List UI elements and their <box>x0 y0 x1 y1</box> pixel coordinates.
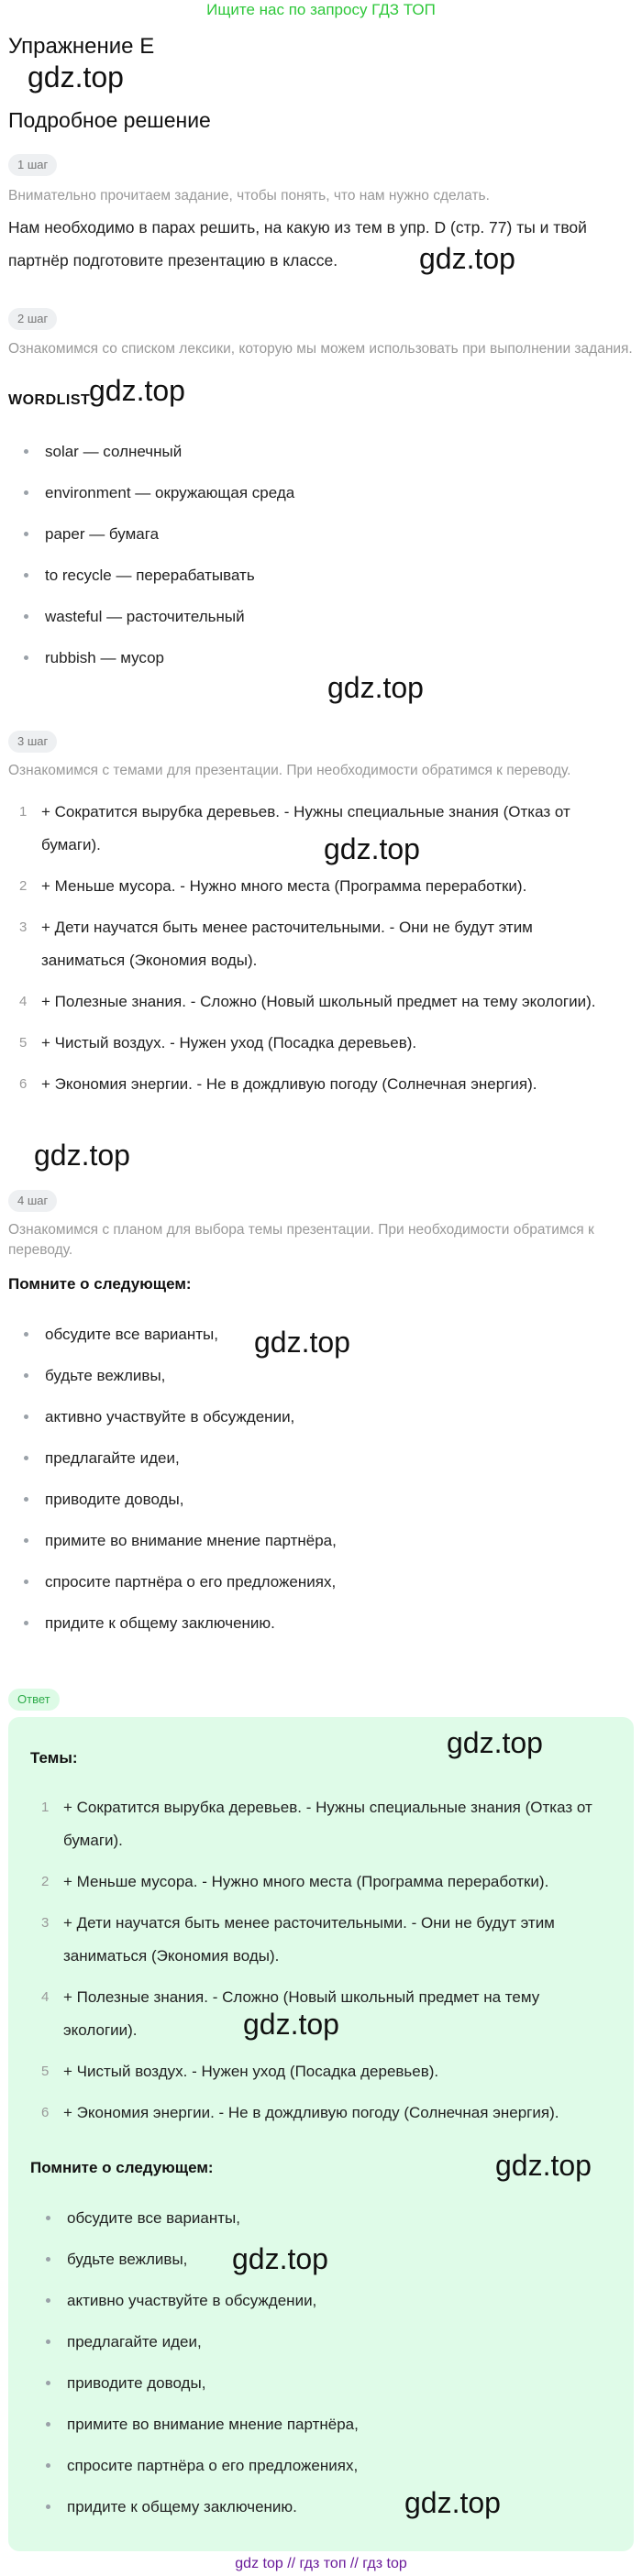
list-item <box>30 2280 617 2321</box>
remember-item: спросите партнёра о его предложениях, <box>45 1573 337 1591</box>
bullet-icon <box>46 2463 50 2468</box>
watermark: gdz.top <box>89 374 185 407</box>
bullet-icon <box>46 2339 50 2344</box>
solution-heading: Подробное решение <box>8 108 211 132</box>
list-item <box>8 555 634 596</box>
watermark: gdz.top <box>419 242 515 275</box>
bullet-icon <box>46 2422 50 2427</box>
watermark: gdz.top <box>34 1139 130 1172</box>
wordlist-item: paper — бумага <box>45 525 160 543</box>
topic-text: + Сократится вырубка деревьев. - Нужны специальные знания (Отказ от бумаги). <box>41 803 570 853</box>
remember-item: предлагайте идеи, <box>45 1449 180 1467</box>
wordlist-item: solar — солнечный <box>45 443 183 460</box>
list-item <box>8 796 614 862</box>
remember-item: примите во внимание мнение партнёра, <box>67 2416 359 2433</box>
list-item <box>30 2486 617 2527</box>
item-number: 4 <box>19 994 28 1009</box>
remember-item: обсудите все варианты, <box>45 1326 218 1343</box>
bullet-icon <box>24 490 28 495</box>
list-item <box>30 1791 617 1857</box>
bullet-icon <box>24 614 28 619</box>
step-2-hint: Ознакомимся со списком лексики, которую мы можем использовать при выполнении задания. <box>8 341 633 357</box>
topic-text: + Чистый воздух. - Нужен уход (Посадка деревьев). <box>63 2063 439 2080</box>
list-item <box>30 2321 617 2362</box>
item-number: 1 <box>19 804 28 820</box>
step-3-hint: Ознакомимся с темами для презентации. При необходимости обратимся к переводу. <box>8 763 571 778</box>
list-item <box>8 472 634 513</box>
topic-text: + Экономия энергии. - Не в дождливую погоду (Солнечная энергия). <box>63 2104 559 2121</box>
remember-item: примите во внимание мнение партнёра, <box>45 1532 337 1549</box>
item-number: 4 <box>41 1989 50 2005</box>
topic-text: + Полезные знания. - Сложно (Новый школьный предмет на тему экологии). <box>63 1988 540 2039</box>
item-number: 5 <box>19 1035 28 1051</box>
topic-text: + Чистый воздух. - Нужен уход (Посадка деревьев). <box>41 1034 417 1051</box>
exercise-title: Упражнение E <box>8 34 155 59</box>
watermark: gdz.top <box>243 2008 339 2041</box>
remember-item: будьте вежливы, <box>67 2251 188 2268</box>
remember-item: активно участвуйте в обсуждении, <box>45 1408 295 1426</box>
step-1-badge: 1 шаг <box>8 154 57 176</box>
item-number: 6 <box>41 2105 50 2120</box>
list-item <box>8 1561 634 1602</box>
item-number: 2 <box>41 1874 50 1889</box>
bullet-icon <box>24 1456 28 1460</box>
list-item <box>8 1355 634 1396</box>
remember-item: приводите доводы, <box>67 2374 206 2392</box>
topic-text: + Полезные знания. - Сложно (Новый школьный предмет на тему экологии). <box>41 993 596 1010</box>
watermark: gdz.top <box>254 1326 350 1359</box>
list-item <box>30 1907 617 1973</box>
list-item <box>30 2097 617 2130</box>
watermark: gdz.top <box>327 671 424 704</box>
bullet-icon <box>24 1415 28 1419</box>
list-item <box>8 637 634 678</box>
item-number: 5 <box>41 2064 50 2079</box>
bullet-icon <box>24 1538 28 1543</box>
topics-label: Темы: <box>30 1749 78 1767</box>
list-item <box>30 2055 617 2088</box>
topic-text: + Сократится вырубка деревьев. - Нужны специальные знания (Отказ от бумаги). <box>63 1799 592 1849</box>
step-4-badge: 4 шаг <box>8 1190 57 1212</box>
list-item <box>8 513 634 555</box>
bullet-icon <box>46 2504 50 2509</box>
list-item <box>8 1027 614 1060</box>
wordlist-item: environment — окружающая среда <box>45 484 295 501</box>
watermark: gdz.top <box>404 2486 501 2519</box>
footer: gdz top // гдз топ // гдз top <box>235 2556 407 2571</box>
topic-text: + Меньше мусора. - Нужно много места (Программа переработки). <box>41 877 527 895</box>
bullet-icon <box>24 532 28 536</box>
list-item <box>8 985 614 1018</box>
bullet-icon <box>24 1580 28 1584</box>
list-item <box>30 2445 617 2486</box>
remember-item: приводите доводы, <box>45 1491 184 1508</box>
top-banner: Ищите нас по запросу ГДЗ ТОП <box>206 1 436 18</box>
bullet-icon <box>46 2298 50 2303</box>
item-number: 3 <box>19 919 28 935</box>
item-number: 3 <box>41 1915 50 1931</box>
watermark: gdz.top <box>324 832 420 865</box>
step-3-badge: 3 шаг <box>8 731 57 753</box>
remember-label: Помните о следующем: <box>8 1275 192 1293</box>
bullet-icon <box>24 573 28 578</box>
list-item <box>8 1602 634 1644</box>
remember-list <box>8 1314 634 1644</box>
step-2-badge: 2 шаг <box>8 308 57 330</box>
bullet-icon <box>46 2257 50 2262</box>
wordlist-item: rubbish — мусор <box>45 649 164 666</box>
list-item <box>8 1520 634 1561</box>
topic-text: + Экономия энергии. - Не в дождливую погоду (Солнечная энергия). <box>41 1075 537 1093</box>
wordlist-item: wasteful — расточительный <box>45 608 245 625</box>
list-item <box>30 2362 617 2404</box>
list-item <box>8 870 614 903</box>
bullet-icon <box>24 1621 28 1625</box>
remember-item: будьте вежливы, <box>45 1367 166 1384</box>
bullet-icon <box>24 1373 28 1378</box>
answer-topics-list <box>30 1791 617 2138</box>
topic-text: + Дети научатся быть менее расточительными. - Они не будут этим заниматься (Экономия воды). <box>41 919 533 969</box>
remember-item: обсудите все варианты, <box>67 2209 240 2227</box>
remember-item: активно участвуйте в обсуждении, <box>67 2292 317 2309</box>
list-item <box>30 2197 617 2239</box>
topic-text: + Меньше мусора. - Нужно много места (Программа переработки). <box>63 1873 549 1890</box>
list-item <box>30 1866 617 1899</box>
bullet-icon <box>24 449 28 454</box>
wordlist-label: WORDLIST <box>8 392 91 408</box>
watermark: gdz.top <box>232 2242 328 2275</box>
wordlist <box>8 431 634 678</box>
list-item <box>30 2404 617 2445</box>
wordlist-item: to recycle — перерабатывать <box>45 567 255 584</box>
remember-item: предлагайте идеи, <box>67 2333 202 2350</box>
list-item <box>8 1396 634 1437</box>
item-number: 2 <box>19 878 28 894</box>
answer-badge: Ответ <box>8 1689 60 1711</box>
bullet-icon <box>24 655 28 660</box>
remember-item: спросите партнёра о его предложениях, <box>67 2457 359 2474</box>
step-1-hint: Внимательно прочитаем задание, чтобы понять, что нам нужно сделать. <box>8 188 490 204</box>
step-4-hint: Ознакомимся с планом для выбора темы презентации. При необходимости обратимся к переводу. <box>8 1222 594 1258</box>
watermark: gdz.top <box>495 2149 592 2182</box>
watermark: gdz.top <box>447 1726 543 1759</box>
list-item <box>8 1068 614 1101</box>
remember-item: придите к общему заключению. <box>67 2498 297 2515</box>
item-number: 1 <box>41 1800 50 1815</box>
item-number: 6 <box>19 1076 28 1092</box>
answer-remember-label: Помните о следующем: <box>30 2159 214 2176</box>
bullet-icon <box>24 1497 28 1502</box>
topics-list <box>8 796 614 1109</box>
list-item <box>8 1437 634 1479</box>
list-item <box>8 596 634 637</box>
topic-text: + Дети научатся быть менее расточительными. - Они не будут этим заниматься (Экономия воды). <box>63 1914 555 1965</box>
bullet-icon <box>46 2381 50 2385</box>
list-item <box>8 911 614 977</box>
step-1-text: Нам необходимо в парах решить, на какую из тем в упр. D (стр. 77) ты и твой партнёр подготовите презентацию в классе. <box>8 218 587 270</box>
watermark: gdz.top <box>28 61 124 94</box>
remember-item: придите к общему заключению. <box>45 1614 275 1632</box>
list-item <box>8 1479 634 1520</box>
list-item <box>8 431 634 472</box>
bullet-icon <box>24 1332 28 1337</box>
bullet-icon <box>46 2216 50 2220</box>
